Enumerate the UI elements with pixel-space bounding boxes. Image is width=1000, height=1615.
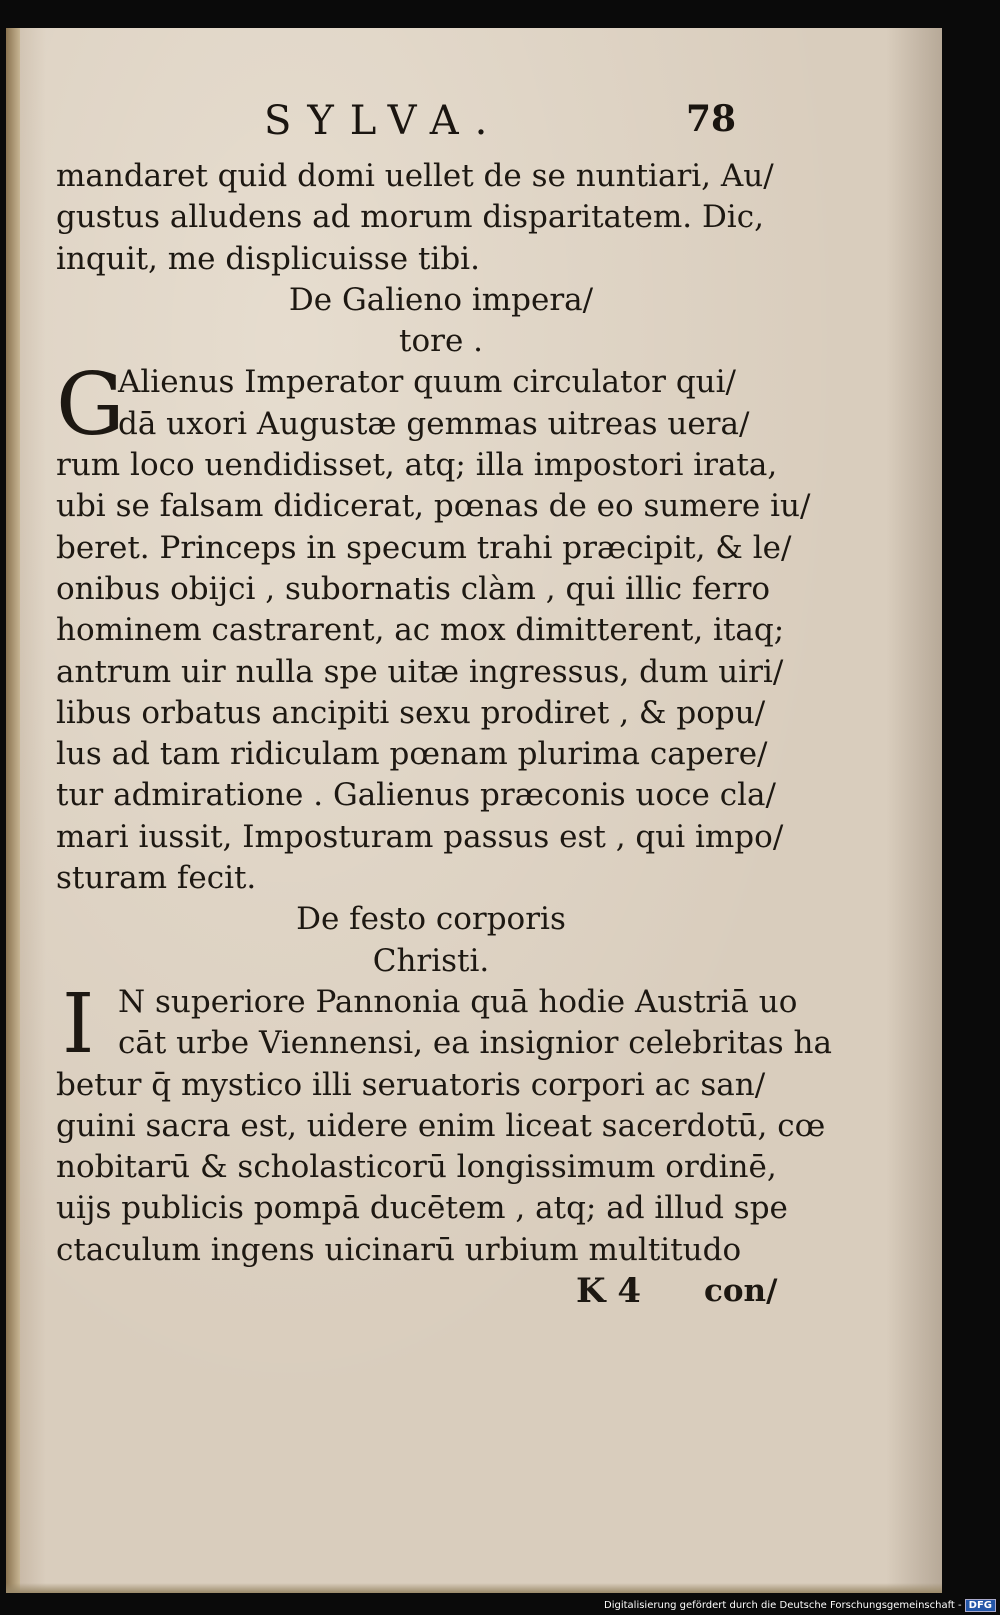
line-text: N superiore Pannonia quā hodie Austriā uo bbox=[118, 983, 798, 1020]
page-gutter bbox=[6, 28, 20, 1593]
credit-text: Digitalisierung gefördert durch die Deutsche Forschungsgemeinschaft - bbox=[604, 1600, 962, 1611]
text-line: lus ad tam ridiculam pœnam plurima capere/ bbox=[56, 736, 768, 773]
text-line: dā uxori Augustæ gemmas uitreas uera/ bbox=[118, 405, 750, 442]
page-number: 78 bbox=[686, 98, 737, 140]
text-block bbox=[56, 156, 832, 1315]
text-line: uijs publicis pompā ducētem , atq; ad illud spe bbox=[56, 1190, 788, 1227]
signature-mark: K 4 bbox=[576, 1271, 642, 1312]
text-line: nobitarū & scholasticorū longissimum ordinē, bbox=[56, 1149, 777, 1186]
text-line: ubi se falsam didicerat, pœnas de eo sumere iu/ bbox=[56, 488, 811, 525]
running-head bbox=[6, 98, 942, 148]
book-page bbox=[6, 28, 942, 1593]
text-line: beret. Princeps in specum trahi præcipit, & le/ bbox=[56, 529, 792, 566]
text-line: rum loco uendidisset, atq; illa impostori irata, bbox=[56, 447, 778, 484]
catch-line bbox=[56, 1271, 796, 1315]
text-line: sturam fecit. bbox=[56, 860, 257, 897]
section-heading: De Galieno impera/ bbox=[288, 281, 594, 318]
text-line: libus orbatus ancipiti sexu prodiret , & popu/ bbox=[56, 694, 766, 731]
text-line: gustus alludens ad morum disparitatem. Dic, bbox=[56, 199, 764, 236]
text-line: betur q̄ mystico illi seruatoris corpori ac san/ bbox=[56, 1066, 766, 1103]
line-text: Alienus Imperator quum circulator qui/ bbox=[118, 364, 736, 401]
section-heading: Christi. bbox=[372, 942, 490, 979]
text-line: onibus obijci , subornatis clàm , qui illic ferro bbox=[56, 570, 771, 607]
text-line: guini sacra est, uidere enim liceat sacerdotū, cœ bbox=[56, 1107, 826, 1144]
dfg-logo: DFG bbox=[965, 1599, 996, 1612]
text-line: cāt urbe Viennensi, ea insignior celebritas ha bbox=[118, 1025, 832, 1062]
text-line: tur admiratione . Galienus præconis uoce cla/ bbox=[56, 777, 776, 814]
digitization-credit bbox=[604, 1599, 996, 1612]
section-heading: De festo corporis bbox=[296, 901, 566, 938]
text-line: hominem castrarent, ac mox dimitterent, itaq; bbox=[56, 612, 785, 649]
drop-capital: G bbox=[56, 355, 125, 456]
text-line: ctaculum ingens uicinarū urbium multitudo bbox=[56, 1231, 742, 1268]
text-line: antrum uir nulla spe uitæ ingressus, dum uiri/ bbox=[56, 653, 784, 690]
text-line: mandaret quid domi uellet de se nuntiari, Au/ bbox=[56, 158, 774, 194]
drop-capital: I bbox=[62, 976, 95, 1072]
text-line: mari iussit, Imposturam passus est , qui impo/ bbox=[56, 818, 784, 855]
catchword: con/ bbox=[704, 1273, 778, 1310]
running-head-title: SYLVA. bbox=[264, 98, 504, 144]
page-bottom-edge bbox=[6, 1583, 942, 1593]
section-heading: tore . bbox=[399, 323, 483, 360]
text-line: inquit, me displicuisse tibi. bbox=[56, 240, 480, 277]
